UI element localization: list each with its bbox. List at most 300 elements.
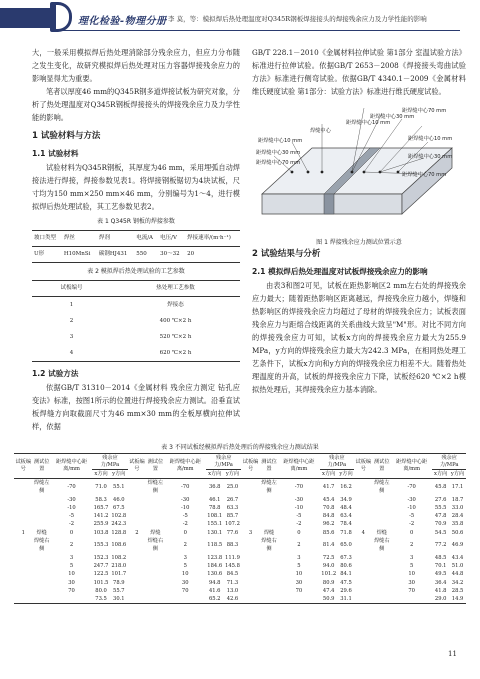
- table-header-cell: 试板编号: [14, 454, 32, 479]
- table-cell: 47.5: [340, 579, 352, 586]
- table-cell: 30: [181, 579, 189, 586]
- table-cell: [391, 595, 432, 604]
- table-cell: [14, 579, 32, 587]
- table-cell: 2: [69, 542, 74, 549]
- figure-label: 距焊缝中心30 mm: [408, 154, 453, 160]
- table-cell: [14, 554, 32, 562]
- table-subheader-cell: x方向: [320, 470, 338, 479]
- table-cell: 41.6: [208, 587, 221, 594]
- table-cell: 54.5: [434, 529, 447, 536]
- table-cell: 30: [408, 579, 415, 586]
- table-cell: [128, 504, 146, 512]
- table-cell: 70.1: [434, 562, 447, 569]
- table-cell: 400 ℃×2 h: [159, 317, 192, 324]
- table-cell: 35.8: [451, 521, 464, 528]
- table-cell: 77.6: [226, 529, 239, 536]
- table-cell: [354, 537, 372, 554]
- table-cell: [373, 504, 391, 512]
- table-cell: 30.1: [113, 596, 125, 603]
- table-cell: 152.3: [93, 554, 109, 561]
- table-cell: 焊缝: [376, 529, 387, 536]
- table-cell: 焊缝左侧: [373, 480, 390, 495]
- table-cell: [146, 554, 164, 562]
- table-header-cell: 试板编号: [128, 454, 146, 479]
- table-cell: H10MnSi: [63, 251, 91, 257]
- table-cell: 46.1: [208, 496, 221, 503]
- table-cell: 101.2: [321, 571, 337, 578]
- table-cell: 130.1: [207, 529, 223, 536]
- table-cell: [14, 479, 32, 496]
- table-cell: [260, 554, 278, 562]
- table-cell: [14, 595, 32, 604]
- table-cell: 101.7: [111, 571, 127, 578]
- table-cell: 焊缝左侧: [33, 480, 50, 495]
- table-cell: 77.2: [434, 542, 447, 549]
- table-cell: [14, 537, 32, 554]
- table-cell: 20: [187, 251, 195, 257]
- table-cell: [32, 554, 50, 562]
- table-cell: [14, 562, 32, 570]
- table-cell: [128, 587, 146, 595]
- table-cell: [146, 520, 164, 528]
- table-cell: 58.3: [95, 496, 107, 503]
- table-1-caption: 表 1 Q345R 钢板的焊接参数: [97, 218, 175, 225]
- table-cell: 45.4: [322, 496, 335, 503]
- table-row: [14, 562, 466, 570]
- table-cell: [241, 520, 259, 528]
- table-cell: 0: [183, 529, 187, 536]
- table-row: [14, 587, 466, 595]
- table-row: [14, 529, 466, 537]
- figure-label: 距焊缝中心70 mm: [402, 108, 447, 114]
- table-cell: 218.0: [111, 562, 127, 569]
- table-cell: 46.9: [451, 542, 464, 549]
- table-cell: [241, 537, 259, 554]
- table-cell: 17.1: [451, 484, 464, 491]
- table-cell: 111.9: [225, 554, 240, 561]
- table-cell: [260, 520, 278, 528]
- table-cell: 108.6: [111, 542, 127, 549]
- table-subheader-cell: y方向: [339, 470, 353, 477]
- table-2-caption: 表 2 模拟焊后热处理试验的工艺参数: [87, 268, 185, 275]
- table-cell: [354, 512, 372, 520]
- section-2-1-heading: 2.1 模拟焊后热处理温度对试板焊接残余应力的影响: [252, 267, 428, 276]
- right-column: [252, 46, 466, 396]
- table-cell: -10: [407, 504, 416, 511]
- table-cell: -70: [407, 484, 416, 491]
- table-cell: 31.1: [340, 596, 352, 603]
- journal-logo-p: [50, 2, 72, 32]
- table-subheader-cell: y方向: [110, 470, 128, 479]
- table-cell: 620 ℃×2 h: [159, 349, 192, 356]
- table-cell: -5: [69, 513, 75, 520]
- table-3-caption: 表 3 不同试板经模拟焊后热处理后的焊接残余应力测试结果: [161, 444, 319, 451]
- table-cell: 73.5: [95, 596, 107, 603]
- table-cell: 0: [69, 529, 74, 536]
- table-cell: 29.0: [434, 596, 447, 603]
- table-cell: 3: [297, 554, 301, 561]
- table-cell: 10: [181, 571, 189, 578]
- table-cell: 65.2: [208, 596, 221, 603]
- table-cell: 155.3: [93, 542, 109, 549]
- left-column: [32, 46, 240, 433]
- table-cell: [128, 496, 146, 504]
- section-1-2-paragraph: 依据GB/T 31310－2014《金属材料 残余应力测定 钻孔应变法》标准，按图1所示的位置进行焊接残余应力测试。沿垂直试板焊缝方向取截面尺寸为46 mm×30 mm的全板厚横向拉伸试样，依据: [32, 383, 240, 431]
- table-cell: [354, 562, 372, 570]
- table-3-block: [14, 440, 466, 604]
- table-cell: 10: [68, 571, 75, 578]
- table-header-cell: 距焊缝中心距离/mm: [391, 454, 432, 479]
- table-cell: [260, 512, 278, 520]
- table-subheader-cell: x方向: [92, 470, 110, 479]
- table-cell: 10: [408, 571, 415, 578]
- table-cell: -70: [294, 484, 304, 491]
- table-cell: 67.5: [113, 504, 125, 511]
- table-header-cell: 试板编号: [241, 454, 259, 479]
- table-cell: [260, 595, 278, 604]
- table-cell: 80.0: [95, 587, 107, 594]
- table-cell: 30～32: [160, 251, 180, 257]
- table-cell: 50.6: [451, 529, 464, 536]
- table-cell: 2: [409, 542, 414, 549]
- table-3: [14, 453, 466, 604]
- table-header-cell: 测试位置: [373, 454, 391, 479]
- intro-paragraph-1: 大，一般采用模拟焊后热处理消除部分残余应力，但应力分布随之发生变化，故研究模拟焊后热处理对压力容器焊接残余应力的影响显得尤为重要。: [32, 48, 240, 83]
- section-2-1-paragraph: 由表3和图2可见，试板在距热影响区2 mm左右处的焊接残余应力最大；随着距热影响区距离越远，焊接残余应力越小，焊缝和热影响区的焊接残余应力均超过了母材的焊接残余应力；试板表面残余应力与距熔合线距离的关系曲线大致呈"M"形。对比不同方向的焊接残余应力可知，试板x方向的焊接残余应力最大为255.9 MPa，y方向的焊接残余应力最大为242.3 MPa，在相同热处理工艺条件下，试板x方向和y方向的焊接残余应力相差不大。随着热处理温度的升高，试板的焊接残余应力下降，试板经620 ℃×2 h模拟热处理后，其焊接残余应力基本消除。: [252, 281, 466, 394]
- table-cell: 78.9: [113, 579, 125, 586]
- table-cell: 85.7: [226, 513, 239, 520]
- table-header-cell: 焊丝: [62, 231, 97, 247]
- table-cell: [260, 496, 278, 504]
- table-cell: 155.1: [207, 521, 223, 528]
- table-cell: [241, 479, 259, 496]
- table-row: [14, 554, 466, 562]
- table-cell: -2: [296, 521, 302, 528]
- continued-paragraph: GB/T 228.1－2010《金属材料拉伸试验 第1部分 室温试验方法》标准进行拉伸试验。依据GB/T 2653－2008《焊接接头弯曲试验方法》标准进行侧弯试验。依据GB/T 4340.1－2009《金属材料维氏硬度试验 第1部分：试验方法》标准进行维氏硬度试验。: [252, 48, 466, 96]
- table-header-cell: 电压/V: [158, 231, 185, 247]
- table-cell: [165, 595, 206, 604]
- table-cell: [32, 512, 50, 520]
- table-cell: [373, 570, 391, 578]
- table-cell: -5: [296, 513, 302, 520]
- table-cell: 焊缝右侧: [147, 538, 164, 553]
- table-cell: 49.5: [434, 571, 447, 578]
- figure-label: 距焊缝中心70 mm: [402, 172, 447, 178]
- table-cell: 2: [135, 529, 139, 536]
- table-cell: [241, 587, 259, 595]
- table-cell: 84.5: [226, 571, 239, 578]
- table-cell: [146, 496, 164, 504]
- table-cell: [354, 595, 372, 604]
- table-cell: -30: [67, 496, 76, 503]
- table-cell: 520 ℃×2 h: [159, 333, 192, 340]
- table-cell: 44.8: [451, 571, 464, 578]
- table-cell: 33.0: [451, 504, 464, 511]
- table-cell: 70: [181, 587, 189, 594]
- table-cell: 51.0: [451, 562, 464, 569]
- table-cell: 145.8: [225, 562, 240, 569]
- table-row: [14, 520, 466, 528]
- table-cell: [146, 562, 164, 570]
- table-cell: 焊缝: [150, 529, 161, 536]
- table-cell: [260, 562, 278, 570]
- table-cell: 29.6: [340, 587, 352, 594]
- table-cell: [241, 579, 259, 587]
- table-cell: [146, 595, 164, 604]
- table-cell: 26.7: [226, 496, 239, 503]
- table-cell: 96.2: [322, 521, 335, 528]
- table-header-cell: 距焊缝中心距离/mm: [165, 454, 206, 479]
- table-cell: 130.6: [207, 571, 223, 578]
- table-row: [14, 570, 466, 578]
- table-cell: 焊缝: [263, 529, 275, 536]
- table-row: [32, 329, 240, 345]
- table-cell: 550: [136, 251, 147, 257]
- section-1-1-heading: 1.1 试验材料: [32, 149, 79, 158]
- table-cell: [32, 595, 50, 604]
- table-cell: 4: [361, 529, 365, 536]
- table-cell: 122.5: [93, 571, 109, 578]
- table-cell: 焊缝右侧: [261, 538, 277, 553]
- section-1-2-heading: 1.2 试验方法: [32, 369, 79, 378]
- table-cell: [14, 570, 32, 578]
- table-cell: 123.8: [207, 554, 223, 561]
- page-number: 11: [448, 650, 457, 658]
- table-header-cell: 残余应力/MPa: [206, 454, 241, 470]
- table-cell: 128.8: [111, 529, 127, 536]
- table-cell: [373, 562, 391, 570]
- table-cell: 28.5: [451, 587, 464, 594]
- table-cell: [32, 579, 50, 587]
- table-cell: [128, 554, 146, 562]
- table-cell: 55.7: [113, 587, 125, 594]
- table-cell: [14, 496, 32, 504]
- table-cell: 255.9: [93, 521, 109, 528]
- table-cell: [128, 512, 146, 520]
- table-cell: [51, 595, 92, 604]
- table-cell: 81.4: [322, 542, 335, 549]
- figure-label: 距焊缝中心10 mm: [346, 120, 391, 126]
- table-cell: 0: [297, 529, 301, 536]
- table-cell: 13.0: [226, 587, 239, 594]
- header-rule: [56, 30, 460, 31]
- table-cell: 47.8: [434, 513, 447, 520]
- table-cell: 55.1: [113, 484, 125, 491]
- table-cell: -2: [409, 521, 415, 528]
- table-header-cell: 残余应力/MPa: [320, 454, 355, 470]
- table-cell: 65.0: [340, 542, 352, 549]
- table-cell: 78.8: [208, 504, 221, 511]
- table-cell: [373, 520, 391, 528]
- figure-label: 距焊缝中心30 mm: [256, 150, 301, 156]
- table-cell: -10: [294, 504, 304, 511]
- table-cell: [354, 587, 372, 595]
- table-cell: 78.4: [340, 521, 352, 528]
- table-cell: [128, 579, 146, 587]
- table-cell: [373, 496, 391, 504]
- section-2-heading: 2 试验结果与分析: [252, 249, 321, 259]
- table-cell: 247.7: [93, 562, 109, 569]
- table-cell: 焊缝: [36, 529, 47, 536]
- table-cell: 108.2: [111, 554, 127, 561]
- table-cell: 28.4: [451, 513, 464, 520]
- table-cell: [32, 520, 50, 528]
- table-cell: 88.3: [226, 542, 239, 549]
- table-cell: 48.4: [340, 504, 352, 511]
- table-cell: 27.6: [434, 496, 447, 503]
- table-cell: 5: [297, 562, 301, 569]
- table-cell: 71.0: [95, 484, 107, 491]
- table-cell: 焊缝左侧: [261, 480, 277, 495]
- table-cell: [14, 512, 32, 520]
- table-cell: 80.6: [340, 562, 352, 569]
- table-cell: [260, 587, 278, 595]
- table-row: [32, 313, 240, 329]
- table-cell: 94.8: [208, 579, 221, 586]
- table-row: [32, 297, 240, 314]
- table-cell: 70: [68, 587, 75, 594]
- table-cell: [354, 520, 372, 528]
- table-cell: -30: [407, 496, 416, 503]
- table-cell: 3: [409, 554, 414, 561]
- table-cell: 41.7: [322, 484, 335, 491]
- table-cell: [260, 504, 278, 512]
- table-header-cell: 热处理工艺参数: [111, 281, 240, 297]
- table-header-cell: 残余应力/MPa: [92, 454, 127, 470]
- table-cell: 141.2: [93, 513, 109, 520]
- table-cell: 108.1: [207, 513, 223, 520]
- figure-label: 焊缝中心: [310, 128, 331, 134]
- table-cell: [373, 595, 391, 604]
- journal-brand: 理化检验-物理分册: [78, 16, 167, 27]
- table-cell: -2: [182, 521, 188, 528]
- table-cell: 焊缝右侧: [373, 538, 390, 553]
- table-header-cell: 电流/A: [134, 231, 158, 247]
- table-cell: [354, 570, 372, 578]
- table-cell: 102.8: [111, 513, 127, 520]
- table-1: [32, 230, 240, 263]
- table-cell: 5: [69, 562, 74, 569]
- table-cell: 184.6: [207, 562, 223, 569]
- table-cell: [32, 587, 50, 595]
- table-cell: -5: [409, 513, 415, 520]
- table-cell: 42.6: [226, 596, 239, 603]
- table-cell: 84.1: [340, 571, 352, 578]
- table-cell: 0: [409, 529, 414, 536]
- table-cell: [128, 520, 146, 528]
- table-cell: 165.7: [93, 504, 109, 511]
- table-cell: 36.4: [434, 579, 447, 586]
- table-cell: 242.3: [111, 521, 127, 528]
- table-cell: [241, 595, 259, 604]
- table-cell: 2: [69, 317, 74, 324]
- table-cell: [32, 504, 50, 512]
- table-cell: [241, 562, 259, 570]
- page-header: [0, 0, 480, 34]
- table-row: [14, 504, 466, 512]
- table-cell: 67.3: [340, 554, 352, 561]
- table-cell: [146, 579, 164, 587]
- figure-label: 距焊缝中心30 mm: [370, 114, 415, 120]
- table-cell: -70: [67, 484, 76, 491]
- table-cell: 84.8: [322, 513, 335, 520]
- table-cell: 18.7: [451, 496, 464, 503]
- table-row: [32, 247, 240, 263]
- table-cell: 1: [69, 301, 74, 308]
- table-cell: 10: [295, 571, 303, 578]
- table-cell: [354, 554, 372, 562]
- table-cell: [354, 496, 372, 504]
- table-cell: 94.0: [322, 562, 335, 569]
- table-cell: 25.0: [226, 484, 239, 491]
- table-subheader-cell: x方向: [434, 470, 448, 477]
- table-header-cell: 距焊缝中心距离/mm: [51, 454, 92, 479]
- table-cell: -30: [181, 496, 190, 503]
- table-cell: 47.4: [322, 587, 335, 594]
- table-cell: [146, 587, 164, 595]
- table-cell: [278, 595, 319, 604]
- table-cell: 48.5: [434, 554, 447, 561]
- table-cell: 焊缝左侧: [147, 480, 164, 495]
- table-cell: [373, 554, 391, 562]
- table-cell: 3: [183, 554, 187, 561]
- table-cell: [241, 554, 259, 562]
- table-cell: 70.8: [322, 504, 335, 511]
- table-header-cell: 残余应力/MPa: [432, 454, 466, 470]
- table-cell: 碳钢HJ431: [98, 251, 128, 257]
- weld-plate-diagram: [252, 102, 466, 230]
- table-cell: 63.3: [226, 504, 239, 511]
- table-cell: 71.3: [226, 579, 239, 586]
- figure-label: 距焊缝中心70 mm: [256, 160, 301, 166]
- table-cell: [32, 562, 50, 570]
- table-cell: 107.2: [225, 521, 240, 528]
- table-cell: 72.5: [322, 554, 335, 561]
- table-cell: [241, 570, 259, 578]
- table-subheader-cell: y方向: [450, 470, 465, 477]
- figure-1: [252, 102, 466, 246]
- table-cell: -70: [181, 484, 190, 491]
- table-cell: 43.4: [451, 554, 464, 561]
- table-cell: U形: [34, 251, 45, 257]
- figure-1-caption: 图 1 焊接残余应力测试位置示意: [316, 239, 402, 246]
- table-cell: 3: [69, 554, 74, 561]
- table-cell: 46.0: [113, 496, 125, 503]
- table-cell: [241, 512, 259, 520]
- table-row: [14, 479, 466, 496]
- table-cell: [128, 479, 146, 496]
- table-cell: 70: [408, 587, 415, 594]
- table-cell: [354, 579, 372, 587]
- table-cell: 45.8: [434, 484, 447, 491]
- section-1-heading: 1 试验材料与方法: [32, 131, 101, 141]
- table-cell: 16.2: [340, 484, 352, 491]
- table-cell: 50.9: [322, 596, 335, 603]
- table-cell: 101.5: [93, 579, 109, 586]
- table-row: [14, 595, 466, 604]
- table-cell: 70.9: [434, 521, 447, 528]
- table-cell: 34.2: [451, 579, 464, 586]
- table-cell: 30: [295, 579, 303, 586]
- table-row: [32, 345, 240, 362]
- table-cell: 41.8: [434, 587, 447, 594]
- table-subheader-cell: y方向: [224, 470, 242, 479]
- table-cell: 36.8: [208, 484, 221, 491]
- table-row: [14, 579, 466, 587]
- table-header-cell: 焊剂: [97, 231, 134, 247]
- table-cell: 5: [183, 562, 187, 569]
- table-header-cell: 测试位置: [260, 454, 278, 479]
